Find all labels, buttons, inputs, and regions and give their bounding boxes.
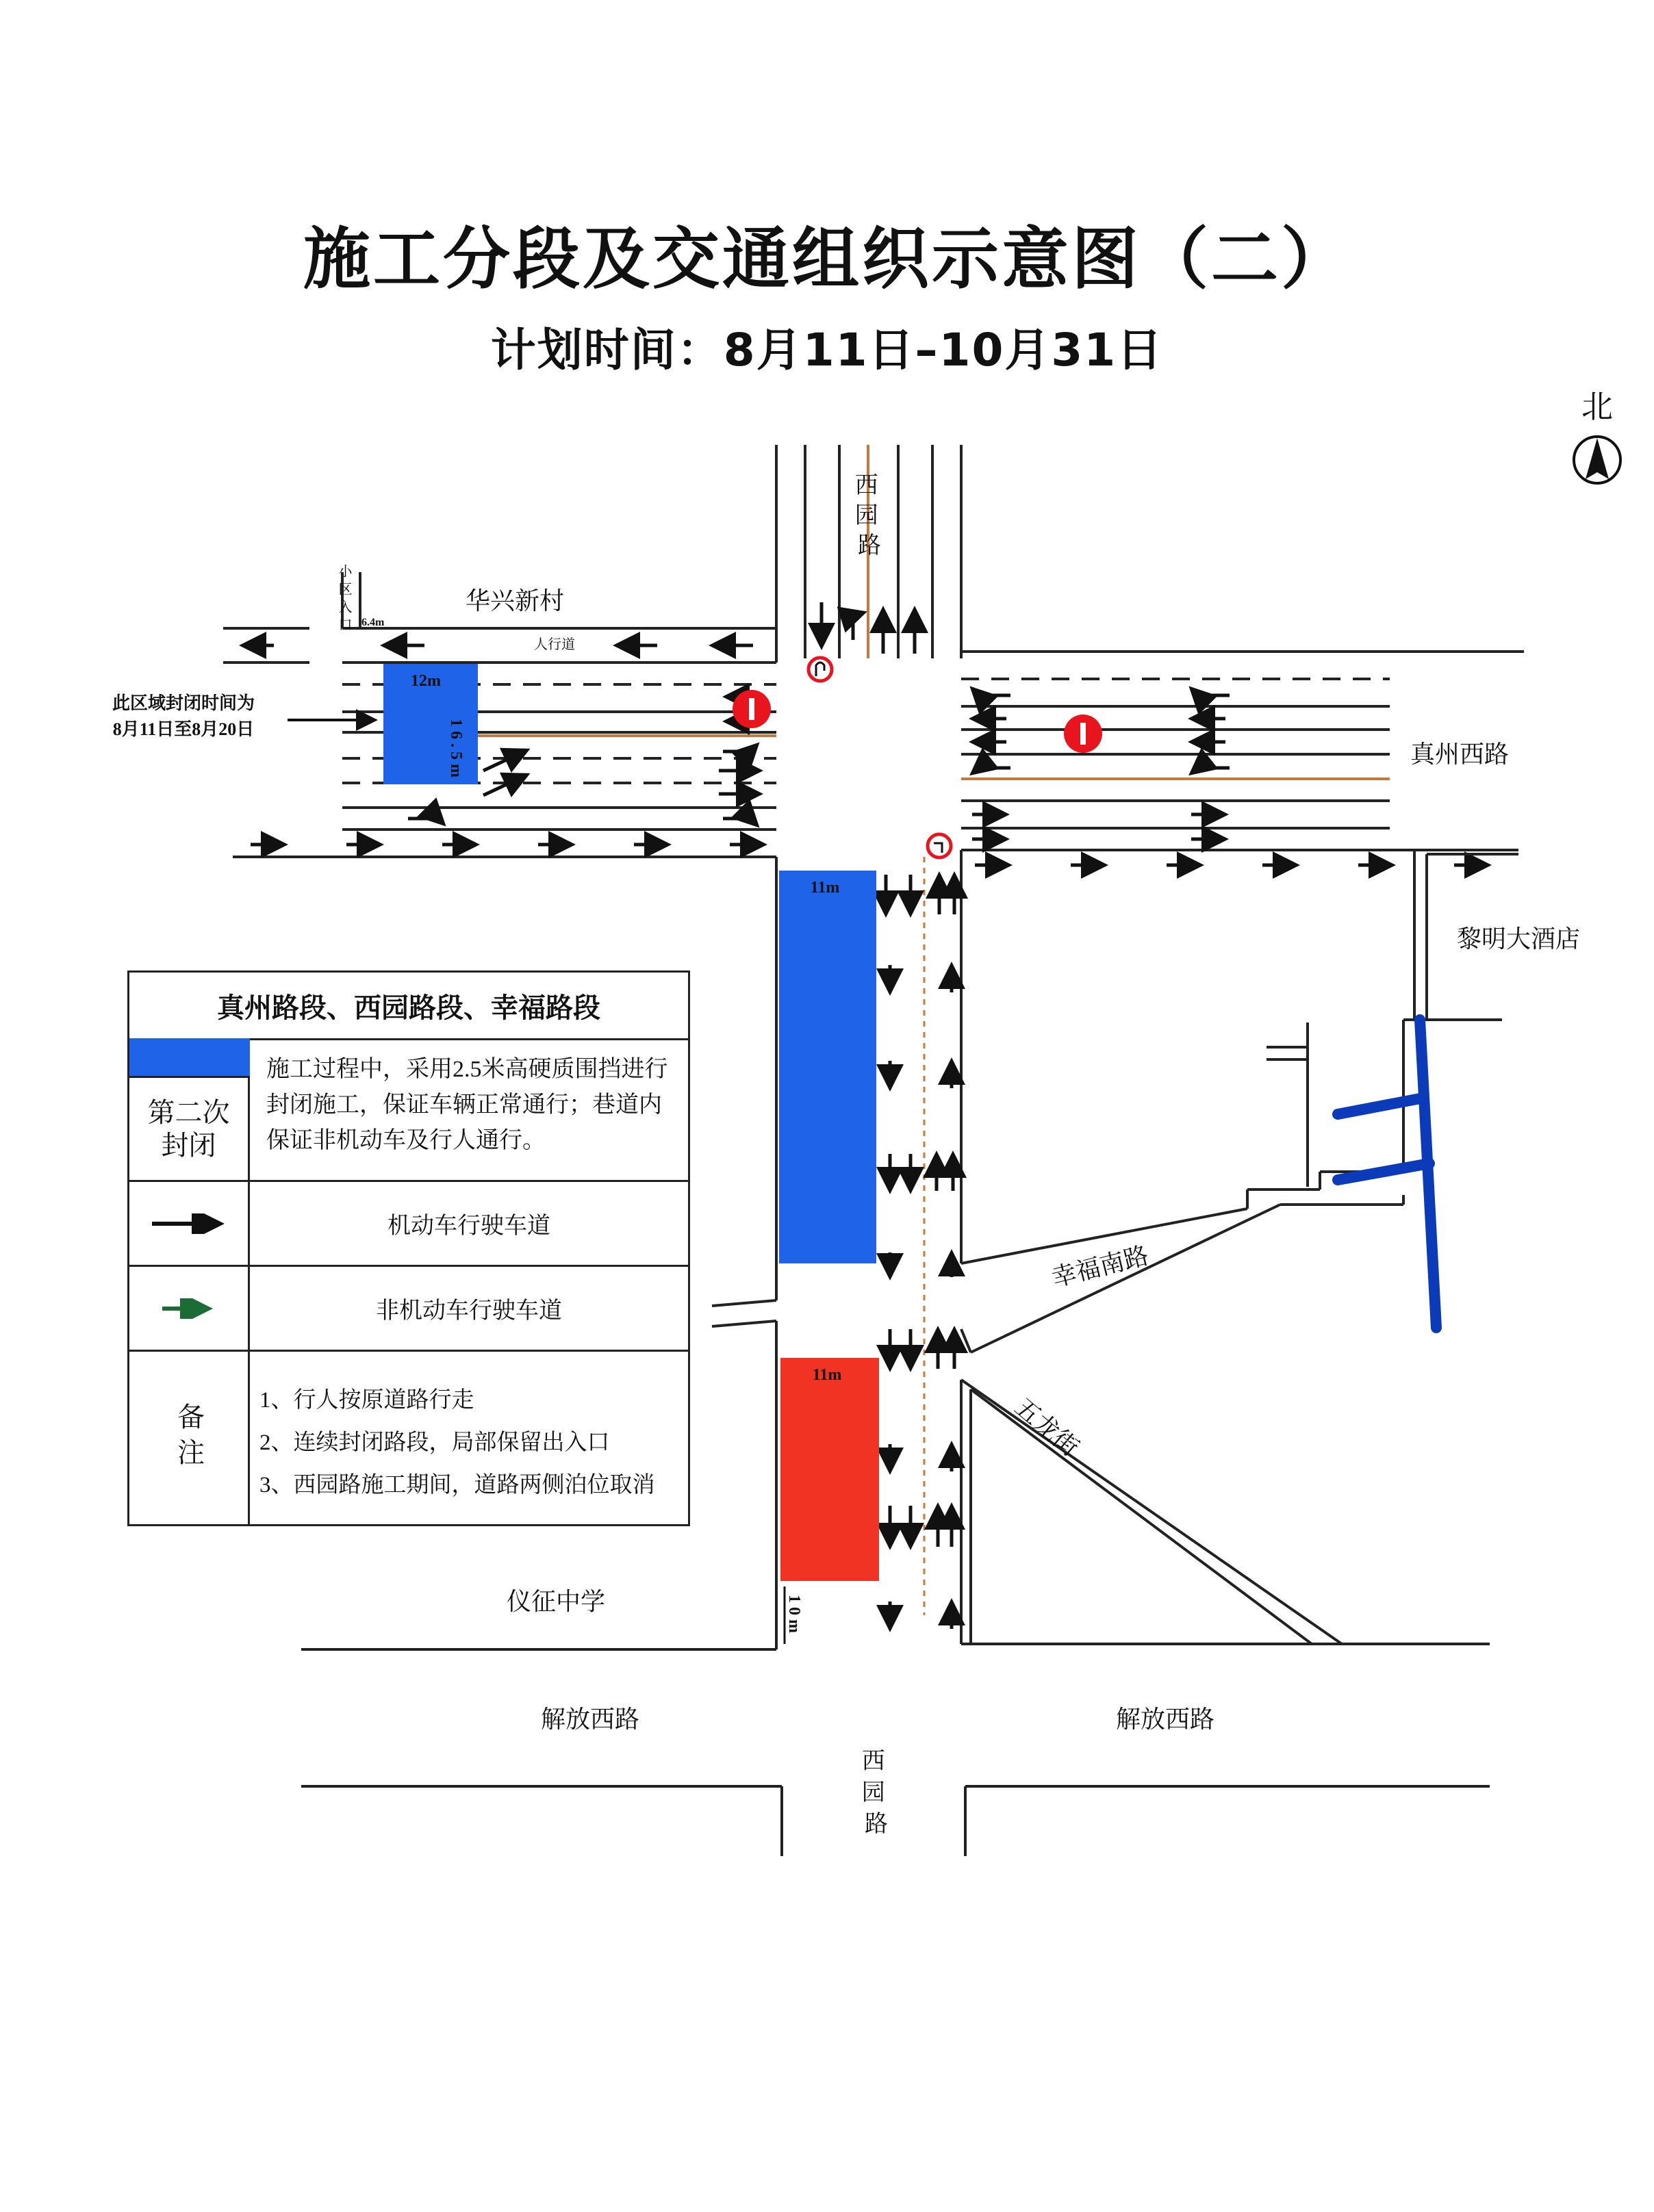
legend-closure-cell: [129, 1038, 250, 1180]
legend-note-1: 1、行人按原道路行走: [259, 1388, 474, 1413]
legend-closure-label-2: 封闭: [161, 1129, 216, 1161]
legend-notes-label: 备注: [173, 1402, 205, 1474]
road-label-xiyuan-north: [855, 473, 885, 558]
road-label-wulong: 五龙街: [1009, 1393, 1084, 1462]
page-subtitle: 计划时间：8月11日–10月31日: [490, 324, 1164, 376]
road-label-xiyuan-north-1: 西: [854, 473, 878, 498]
xiyuan-south-lane-arrows: [886, 875, 954, 1629]
legend-closure-label-1: 第二次: [147, 1096, 230, 1128]
legend-header: 真州路段、西园路段、幸福路段: [129, 973, 688, 1040]
road-label-xiyuan-south-1: 西: [861, 1749, 885, 1774]
place-liming-hotel: 黎明大酒店: [1457, 925, 1581, 953]
legend-row-motor: [129, 1182, 688, 1267]
no-left-turn-sign-icon: [928, 834, 951, 858]
sidewalk-label: 人行道: [534, 637, 575, 652]
place-yizheng-school: 仪征中学: [507, 1588, 606, 1615]
zhenzhou-west-lane-arrows: [242, 645, 764, 845]
jiefang-road-lines: [301, 1644, 1490, 1856]
legend-closure-text: 施工过程中，采用2.5米高硬质围挡进行封闭施工，保证车辆正常通行；巷道内保证非机动车及行人通行。: [266, 1057, 668, 1153]
legend-notes-list: [250, 1352, 688, 1524]
north-label: 北: [1581, 389, 1613, 424]
legend-blue-swatch: [129, 1038, 250, 1078]
legend-table: [127, 970, 690, 1526]
legend-bike-cell: [129, 1267, 250, 1350]
zone3-width-label: 11m: [812, 1366, 842, 1384]
road-label-xingfu: 幸福南路: [1049, 1242, 1152, 1292]
bike-arrow-icon: [158, 1298, 220, 1319]
road-label-xiyuan-south-2: 园: [861, 1780, 885, 1805]
closure-zone-3: [780, 1358, 879, 1581]
legend-row-bike: [129, 1267, 688, 1352]
no-uturn-sign-icon-north: [809, 658, 832, 681]
road-label-xiyuan-north-3: 路: [858, 533, 881, 558]
legend-bike-text: 非机动车行驶车道: [376, 1298, 562, 1324]
place-huaxing: 华兴新村: [466, 587, 565, 615]
closure-note-line1: 此区域封闭时间为: [112, 693, 255, 713]
closure-zone-2: [779, 871, 876, 1263]
road-label-zhenzhou: 真州西路: [1410, 741, 1510, 768]
road-label-jiefang-left: 解放西路: [541, 1706, 640, 1733]
road-label-xiyuan-south: [862, 1749, 891, 1837]
zone1-width-label: 12m: [411, 672, 441, 690]
no-entry-sign-icon-west: [733, 690, 771, 728]
road-label-jiefang-right: 解放西路: [1116, 1706, 1215, 1733]
road-label-xiyuan-south-3: 路: [865, 1812, 888, 1837]
closure-note-line2: 8月11日至8月20日: [112, 719, 255, 739]
xiaoqu-entrance-label: 小区入口: [336, 564, 351, 635]
zhenzhou-east-lane-arrows: [972, 689, 1488, 865]
legend-motor-cell: [129, 1182, 250, 1265]
zone1-length-label: 16.5m: [447, 719, 465, 782]
legend-row-closure: [129, 1038, 688, 1182]
legend-note-2: 2、连续封闭路段，局部保留出入口: [259, 1430, 610, 1455]
zone2-width-label: 11m: [810, 879, 840, 897]
zone3-offset-label: 10m: [785, 1595, 803, 1637]
zhenzhou-west-lines: [223, 572, 776, 857]
legend-notes-cell: [129, 1352, 250, 1524]
entrance-width-label: 6.4m: [361, 617, 385, 628]
legend-motor-text: 机动车行驶车道: [387, 1213, 550, 1239]
legend-row-notes: [129, 1352, 688, 1524]
legend-note-3: 3、西园路施工期间，道路两侧泊位取消: [259, 1473, 655, 1497]
page-title: 施工分段及交通组织示意图（二）: [303, 220, 1351, 298]
motor-arrow-icon: [148, 1213, 230, 1234]
north-compass-icon: [1574, 437, 1620, 483]
side-lanes-blue: [1338, 1020, 1436, 1328]
no-entry-sign-icon-east: [1064, 715, 1102, 753]
road-label-xiyuan-north-2: 园: [854, 503, 878, 528]
